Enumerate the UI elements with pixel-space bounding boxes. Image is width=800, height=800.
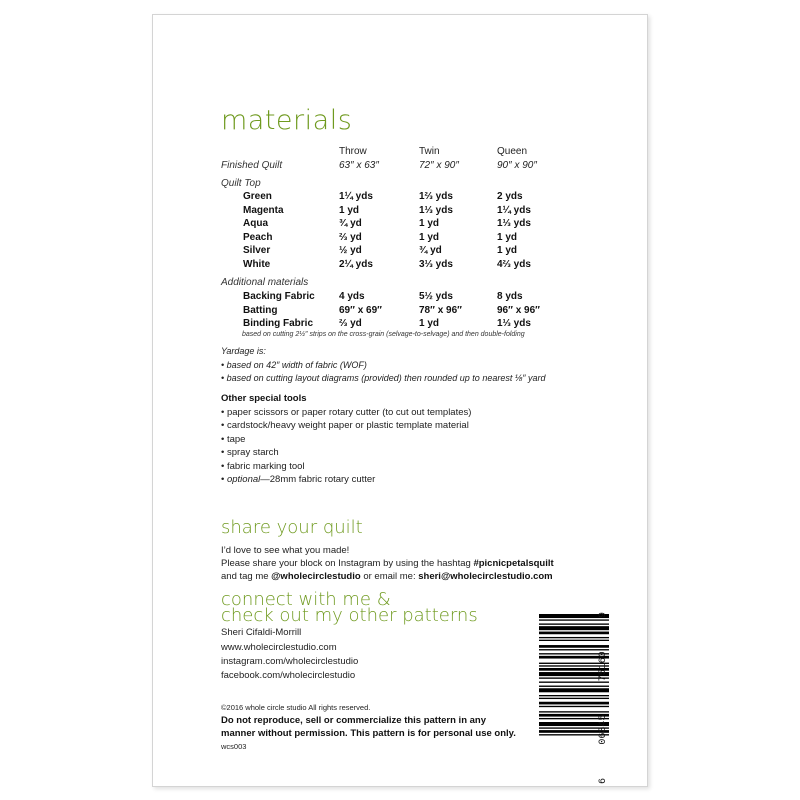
legal-notice-line1: Do not reproduce, sell or commercialize this pattern in any	[221, 715, 487, 726]
fabric-name: Silver	[243, 245, 271, 256]
material-queen: 8 yds	[497, 291, 523, 302]
yardage-label: Yardage is:	[221, 346, 266, 356]
fabric-throw: ½ yd	[339, 245, 362, 256]
sku: wcs003	[221, 742, 247, 751]
binding-footnote: based on cutting 2½″ strips on the cross-grain (selvage-to-selvage) and then double-folding	[242, 331, 525, 338]
tool-item: • tape	[221, 434, 246, 445]
fabric-twin: 1⅔ yds	[419, 191, 453, 202]
connect-title-line1: connect with me &	[221, 589, 391, 610]
yardage-note: • based on 42″ width of fabric (WOF)	[221, 360, 367, 370]
material-twin: 1 yd	[419, 318, 440, 329]
fabric-twin: 1 yd	[419, 218, 440, 229]
email-address: sheri@wholecirclestudio.com	[418, 571, 553, 582]
fabric-name: Green	[243, 191, 272, 202]
share-contact	[221, 571, 553, 582]
optional-text: —28mm fabric rotary cutter	[260, 474, 376, 485]
fabric-queen: 1 yd	[497, 245, 518, 256]
connect-title-line2: check out my other patterns	[221, 605, 478, 626]
fabric-name: Aqua	[243, 218, 268, 229]
fabric-twin: 1⅓ yds	[419, 205, 453, 216]
fabric-queen: 1 yd	[497, 232, 518, 243]
barcode-group2: 75160	[597, 651, 609, 682]
fabric-twin: 3⅓ yds	[419, 259, 453, 270]
fabric-name: Peach	[243, 232, 273, 243]
material-throw: 69″ x 69″	[339, 305, 382, 316]
upc-barcode	[533, 612, 643, 784]
fabric-throw: 1 yd	[339, 205, 360, 216]
fabric-throw: 2¼ yds	[339, 259, 373, 270]
tool-item: • spray starch	[221, 447, 279, 458]
share-text: Please share your block on Instagram by using the hashtag	[221, 558, 474, 569]
material-twin: 5½ yds	[419, 291, 453, 302]
finished-twin: 72″ x 90″	[419, 160, 459, 171]
bullet: •	[221, 474, 227, 485]
fabric-twin: ¾ yd	[419, 245, 442, 256]
fabric-name: Magenta	[243, 205, 284, 216]
material-queen: 1⅓ yds	[497, 318, 531, 329]
tool-item: • cardstock/heavy weight paper or plastic template material	[221, 420, 469, 431]
share-text: and tag me	[221, 571, 272, 582]
barcode-check-digit: 9	[597, 612, 609, 619]
fabric-throw: ⅔ yd	[339, 232, 362, 243]
facebook-link: facebook.com/wholecirclestudio	[221, 670, 356, 681]
finished-throw: 63″ x 63″	[339, 160, 379, 171]
tool-item: • paper scissors or paper rotary cutter (to cut out templates)	[221, 407, 472, 418]
yardage-note: • based on cutting layout diagrams (provided) then rounded up to nearest ⅛″ yard	[221, 373, 546, 383]
material-throw: ⅔ yd	[339, 318, 362, 329]
column-header-throw: Throw	[339, 146, 367, 157]
fabric-throw: 1¼ yds	[339, 191, 373, 202]
optional-word: optional	[226, 474, 261, 485]
material-name: Batting	[243, 305, 278, 316]
fabric-name: White	[243, 259, 271, 270]
tools-title: Other special tools	[221, 393, 307, 404]
fabric-throw: ¾ yd	[339, 218, 362, 229]
column-header-queen: Queen	[497, 146, 528, 157]
share-instructions	[221, 558, 554, 569]
material-queen: 96″ x 96″	[497, 305, 540, 316]
share-text: or email me:	[360, 571, 419, 582]
website-link: www.wholecirclestudio.com	[221, 642, 337, 653]
tool-item-optional	[221, 474, 375, 485]
finished-queen: 90″ x 90″	[497, 160, 537, 171]
page-title: materials	[221, 105, 353, 136]
pattern-back-cover	[152, 14, 648, 787]
barcode-group1: 06345	[597, 714, 609, 745]
legal-notice-line2: manner without permission. This pattern is for personal use only.	[221, 728, 516, 739]
hashtag: #picnicpetalsquilt	[473, 558, 554, 569]
material-twin: 78″ x 96″	[419, 305, 462, 316]
barcode-lead-digit: 6	[597, 777, 609, 784]
author-name: Sheri Cifaldi-Morrill	[221, 627, 302, 638]
fabric-queen: 4⅔ yds	[497, 259, 531, 270]
tool-item: • fabric marking tool	[221, 461, 305, 472]
quilt-top-label: Quilt Top	[221, 178, 261, 189]
material-name: Backing Fabric	[243, 291, 315, 302]
column-header-twin: Twin	[419, 146, 440, 157]
fabric-queen: 1⅓ yds	[497, 218, 531, 229]
instagram-handle: @wholecirclestudio	[271, 571, 361, 582]
finished-quilt-label: Finished Quilt	[221, 160, 283, 171]
additional-materials-label: Additional materials	[221, 277, 309, 288]
share-title: share your quilt	[221, 517, 363, 538]
material-throw: 4 yds	[339, 291, 365, 302]
fabric-queen: 2 yds	[497, 191, 523, 202]
share-intro: I’d love to see what you made!	[221, 545, 350, 556]
instagram-link: instagram.com/wholecirclestudio	[221, 656, 359, 667]
fabric-queen: 1¼ yds	[497, 205, 531, 216]
fabric-twin: 1 yd	[419, 232, 440, 243]
copyright: ©2016 whole circle studio All rights reserved.	[221, 703, 371, 712]
material-name: Binding Fabric	[243, 318, 313, 329]
barcode-digits	[595, 612, 611, 784]
